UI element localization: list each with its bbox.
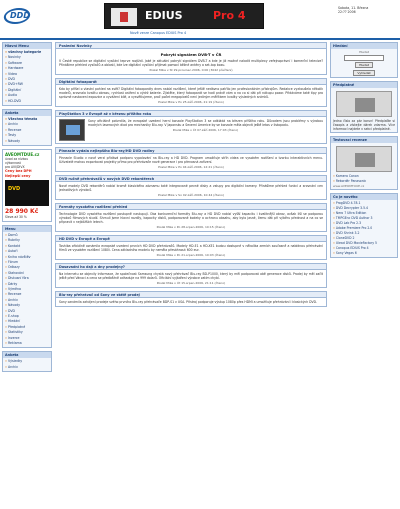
menu-item[interactable]: » DVD+RW [5, 82, 49, 87]
main-menu-box [2, 42, 52, 106]
menu-item[interactable]: » Návody [5, 303, 49, 308]
ad-title: AVEOMTDUE.cz [5, 152, 40, 158]
menu-item[interactable]: » Předplatné [5, 325, 49, 330]
news-link[interactable]: » ProgDVD 4.78.1 [333, 201, 395, 205]
ad-red-line: Nejlepší ceny [5, 173, 31, 178]
menu-item[interactable]: » HD-DVD [5, 99, 49, 104]
menu-item[interactable]: » Návody [5, 139, 49, 144]
news-link[interactable]: » Sony Vegas 6 [333, 251, 395, 255]
news-link[interactable]: » CloneDVD 2 [333, 236, 395, 240]
article-text: V České republice se digitální vysílání teprve rozjíždí. Jaké je aktuální pokrytí signálem DVB-T a kde je již možné naladit multiplexy veřejnoprávní i komerční televize? Přinášíme přehled vysílačů a oblastí, kde lze digitální vysílání přijímat pomocí běžné antény a set-top boxu. [59, 59, 323, 67]
main-menu-title: Hlavní Menu [3, 43, 51, 49]
article-meta: Poslal Mike v Čt 07.září.2006, 17:03 (čteno) [172, 128, 239, 132]
menu-item[interactable]: » Výsledky [5, 359, 49, 364]
menu-item[interactable]: » Domů [5, 233, 49, 238]
shop-advert[interactable] [2, 149, 52, 222]
search-button[interactable]: Hledat [355, 62, 373, 68]
menu-item[interactable]: » Rubriky [5, 238, 49, 243]
promo-image[interactable] [336, 91, 392, 117]
search-label: Hledat [359, 50, 369, 54]
menu-item[interactable]: » Hardware [5, 66, 49, 71]
menu-item[interactable]: » Výměna [5, 287, 49, 292]
product-link[interactable]: » Rekordér Panasonic [333, 179, 395, 183]
menu-item[interactable]: » Statistiky [5, 330, 49, 335]
date-line: Sobota, 11. Března [338, 6, 369, 10]
news-link[interactable]: » DVD Decrypter 3.5.4 [333, 206, 395, 210]
menu-item[interactable]: » Fórum [5, 260, 49, 265]
article-headline[interactable]: Pokrytí signálem DVB-T v ČR [160, 52, 222, 57]
menu-item[interactable]: » DVD [5, 77, 49, 82]
product-image[interactable] [336, 146, 392, 172]
article-text: Kdo by přišel o vlastní pohled na svět? Digitální fotoaparáty dnes nabízí rozlišení, které ještě nedávno patřilo jen profesionálním přístrojům. Redakce vyzkoušela několik modelů, srovnala kvalitu obrazu, rychlost ostření a výdrž baterie. Zjistěte, který fotoaparát se hodí právě vám a na co si dát při nákupu pozor. Přidáváme také tipy pro správné nastavení expozice a vyvážení bílé, a vysvětlujeme, proč počet megapixelů není jediným měřítkem kvality výsledných snímků. [59, 87, 323, 99]
article [55, 110, 327, 144]
right-sidebar [330, 42, 398, 507]
article [55, 263, 327, 288]
ad-line: úvod za nízkou [5, 157, 29, 162]
article-thumbnail[interactable] [59, 119, 85, 141]
article-section-title[interactable]: DVD ručně přehrávačů v nových DVD rekordérech [56, 176, 326, 182]
menu-item[interactable]: » Digitální [5, 88, 49, 93]
article-meta: Poslal Mike v Po 25.září.2006, 21:19 (čteno) [158, 100, 224, 104]
article-section-title[interactable]: Dosavadní ho dají a dny prodejny? [56, 264, 326, 270]
menu-item[interactable]: » Novinky [5, 55, 49, 60]
menu-item[interactable]: » Recenze [5, 292, 49, 297]
left-sidebar [2, 42, 52, 507]
menu-item[interactable]: » Archiv [5, 122, 49, 127]
article [55, 291, 327, 307]
topics-title: Anketa [3, 110, 51, 116]
menu-item[interactable]: » všechny kategorie [5, 50, 49, 55]
product-box-icon [111, 8, 137, 26]
page-header [0, 0, 400, 40]
ad-small-text: Sleva až 30 % [5, 214, 27, 219]
article [55, 235, 327, 260]
lower-menu-title: Menu [3, 226, 51, 232]
menu-item[interactable]: » Testy [5, 133, 49, 138]
poll-box [2, 351, 52, 372]
article [55, 203, 327, 232]
news-box [330, 193, 398, 258]
article-section-title[interactable]: Digitální fotoaparát [56, 79, 326, 85]
article-section-title[interactable]: HD DVD v Evropě a Evropě [56, 236, 326, 242]
menu-item[interactable]: » Kontakt [5, 244, 49, 249]
article [55, 147, 327, 172]
ad-line: pro AVI/DIVX [5, 165, 25, 170]
menu-item[interactable]: » Audio [5, 93, 49, 98]
news-link[interactable]: » DVD Lab Pro 2.3 [333, 221, 395, 225]
menu-item[interactable]: » Software [5, 61, 49, 66]
article-text: Nové modely DVD rekordérů nabízí kromě klasického záznamu také integrované pevné disky a vstupy pro digitální kamery. Přinášíme přehled funkcí a srovnání cen jednotlivých výrobců. [59, 184, 323, 192]
news-link[interactable]: » Adobe Premiere Pro 2.0 [333, 226, 395, 230]
article-text: Pinnacle Studio v nové verzi přidává podporu vypalování na Blu-ray a HD DVD. Program umožňuje střih videa ve vysokém rozlišení a tvorbu interaktivních menu. Uživatelé mohou exportovat projekty přímo pro přehrávače nové generace i pro přenosná zařízení. [59, 156, 323, 164]
menu-item[interactable]: » Reklama [5, 341, 49, 346]
advanced-search-button[interactable]: Vyhledat [353, 70, 374, 76]
article-section-title[interactable]: Pinnacle vydala nejlepšího Blu-ray/HD DVD rodiny [56, 148, 326, 154]
product-link[interactable]: » Kamera Canon [333, 174, 395, 178]
news-link[interactable]: » DVD Shrink 3.2 [333, 231, 395, 235]
news-link[interactable]: » Canopus EDIUS Pro 4 [333, 246, 395, 250]
logo-text: DDD [10, 11, 30, 20]
ad-red-line: Ceny bez DPH [5, 169, 32, 174]
article-text: Toshiba oficiálně oznámila evropské uvedení prvních HD DVD přehrávačů. Modely HD-E1 a HD-XE1 budou dostupné v několika zemích současně a nabídnou přehrávání filmů ve vysokém rozlišení 1080i. Cena základního modelu by neměla přesáhnout 600 eur. [59, 244, 323, 252]
search-box [330, 42, 398, 78]
menu-item[interactable]: » Recenze [5, 128, 49, 133]
date-display [338, 6, 393, 18]
menu-item[interactable]: » Hledání [5, 319, 49, 324]
time-line: 22:?? 2006 [338, 10, 356, 14]
article [55, 42, 327, 75]
article [55, 78, 327, 107]
news-link[interactable]: » Nero 7 Ultra Edition [333, 211, 395, 215]
news-link[interactable]: » Ulead DVD MovieFactory 5 [333, 241, 395, 245]
product-url[interactable]: www.AVEOMTOUE.cz [333, 184, 365, 188]
product-title: Testovací recenze [331, 137, 397, 143]
promo-text: Jedno číslo za pár korun! Předplaťte si časopis a získejte dárek zdarma. Více informací najdete v sekci předplatné. [333, 119, 395, 131]
menu-item[interactable]: » DVD [5, 309, 49, 314]
search-input[interactable] [344, 55, 384, 61]
menu-item[interactable]: » Dárky [5, 282, 49, 287]
article-text: Sony oznámila zahájení prodeje svého prvního Blu-ray přehrávače BDP-S1 v USA. Přístroj podporuje výstup 1080p přes HDMI a umožňuje přehrávání i klasických DVD. [59, 300, 317, 304]
article-section-title[interactable]: Blu-ray přehrávač od Sony ve státě prodej [56, 292, 326, 298]
article-meta: Poslal Mike v Út 15.srpen.2006, 21:11 (čteno) [156, 281, 226, 285]
menu-item[interactable]: » E-shop [5, 314, 49, 319]
menu-item[interactable]: » Videa [5, 72, 49, 77]
menu-item[interactable]: » Archiv [5, 298, 49, 303]
poll-title: Anketa [3, 352, 51, 358]
header-divider [0, 38, 400, 40]
site-logo[interactable] [4, 6, 32, 28]
menu-item[interactable]: » Všechna témata [5, 117, 49, 122]
ad-product-label: DVD [8, 185, 21, 192]
main-content [55, 42, 327, 507]
lower-menu-box [2, 225, 52, 349]
edius-banner-ad[interactable] [104, 3, 264, 29]
banner-main-text: EDIUS [145, 9, 183, 22]
search-title: Hledání [331, 43, 397, 49]
banner-caption-link[interactable]: Nově verze Canopus EDIUS Pro 4 [130, 31, 187, 35]
menu-item[interactable]: » Diskusní fóra [5, 276, 49, 281]
ad-line: výkonnost [5, 161, 21, 166]
menu-item[interactable]: » Autoři [5, 249, 49, 254]
article-meta: Poslal Mike v Po 28.srpen.2006, 10:15 (čteno) [156, 225, 226, 229]
product-box [330, 136, 398, 190]
article-section-title: Poslední Novinky [56, 43, 326, 49]
article-meta: Poslal Mike v St 29.prosinec.2006, 0:00 (3042 přečtení) [149, 68, 233, 72]
article-section-title[interactable]: PlayStation 3 v Evropě až v březnu příštího roku [56, 111, 326, 117]
news-title: Co je nového [331, 194, 397, 200]
ad-product-image [5, 180, 49, 206]
menu-item[interactable]: » Odkazy [5, 265, 49, 270]
banner-pro-text: Pro 4 [213, 9, 246, 22]
article-meta: Poslal Mike v Po 21.srpen.2006, 10:03 (čteno) [156, 253, 226, 257]
menu-item[interactable]: » Stahování [5, 271, 49, 276]
news-link[interactable]: » TMPGEnc DVD Author 3 [333, 216, 395, 220]
promo-title: Předplatné [331, 82, 397, 88]
article-text: Technologie DVD vysokého rozlišení postupně nastupují. Oba konkurenční formáty Blu-ray a HD DVD nabízí vyšší kapacitu i kvalitnější obraz, avšak liší se podporou výrobců filmových studií. Shrnuli jsme hlavní rozdíly, kapacity disků, podporované kodeky a ochranu obsahu, aby bylo jasné, čemu dát při výběru přednost a na co se připravit v nejbližších letech. [59, 212, 323, 224]
article-text: Sony oficiálně potvrdila, že evropské uvedení herní konzole PlayStation 3 se odkládá na březen příštího roku. Důvodem jsou problémy s výrobou modrých laserových diod pro mechaniky Blu-ray. V Japonsku a Severní Americe by se konzole měla objevit ještě letos v listopadu. [88, 119, 323, 127]
article-meta: Poslal Mike v Po 04.září.2006, 12:21 (čteno) [158, 165, 224, 169]
menu-item[interactable]: » Kniha návštěv [5, 255, 49, 260]
promo-box [330, 81, 398, 133]
ad-price: 28 990 Kč [5, 207, 39, 215]
menu-item[interactable]: » Inzerce [5, 336, 49, 341]
article-text: Na internetu se objevily informace, že společnost Samsung chystá nový přehrávač Blu-ray BD-P1000, který by měl podporovat obě generace disků. Prodej by měl začít ještě před Vánoci a cena se předběžně odhaduje na 999 dolarů. Oficiální vyjádření výrobce zatím chybí. [59, 272, 323, 280]
article-section-title[interactable]: Formáty vysokého rozlišení přehled [56, 204, 326, 210]
topics-box [2, 109, 52, 146]
menu-item[interactable]: » Archiv [5, 365, 49, 370]
article [55, 175, 327, 200]
article-meta: Poslal Mike v So 02.září.2006, 10:44 (čteno) [158, 193, 224, 197]
